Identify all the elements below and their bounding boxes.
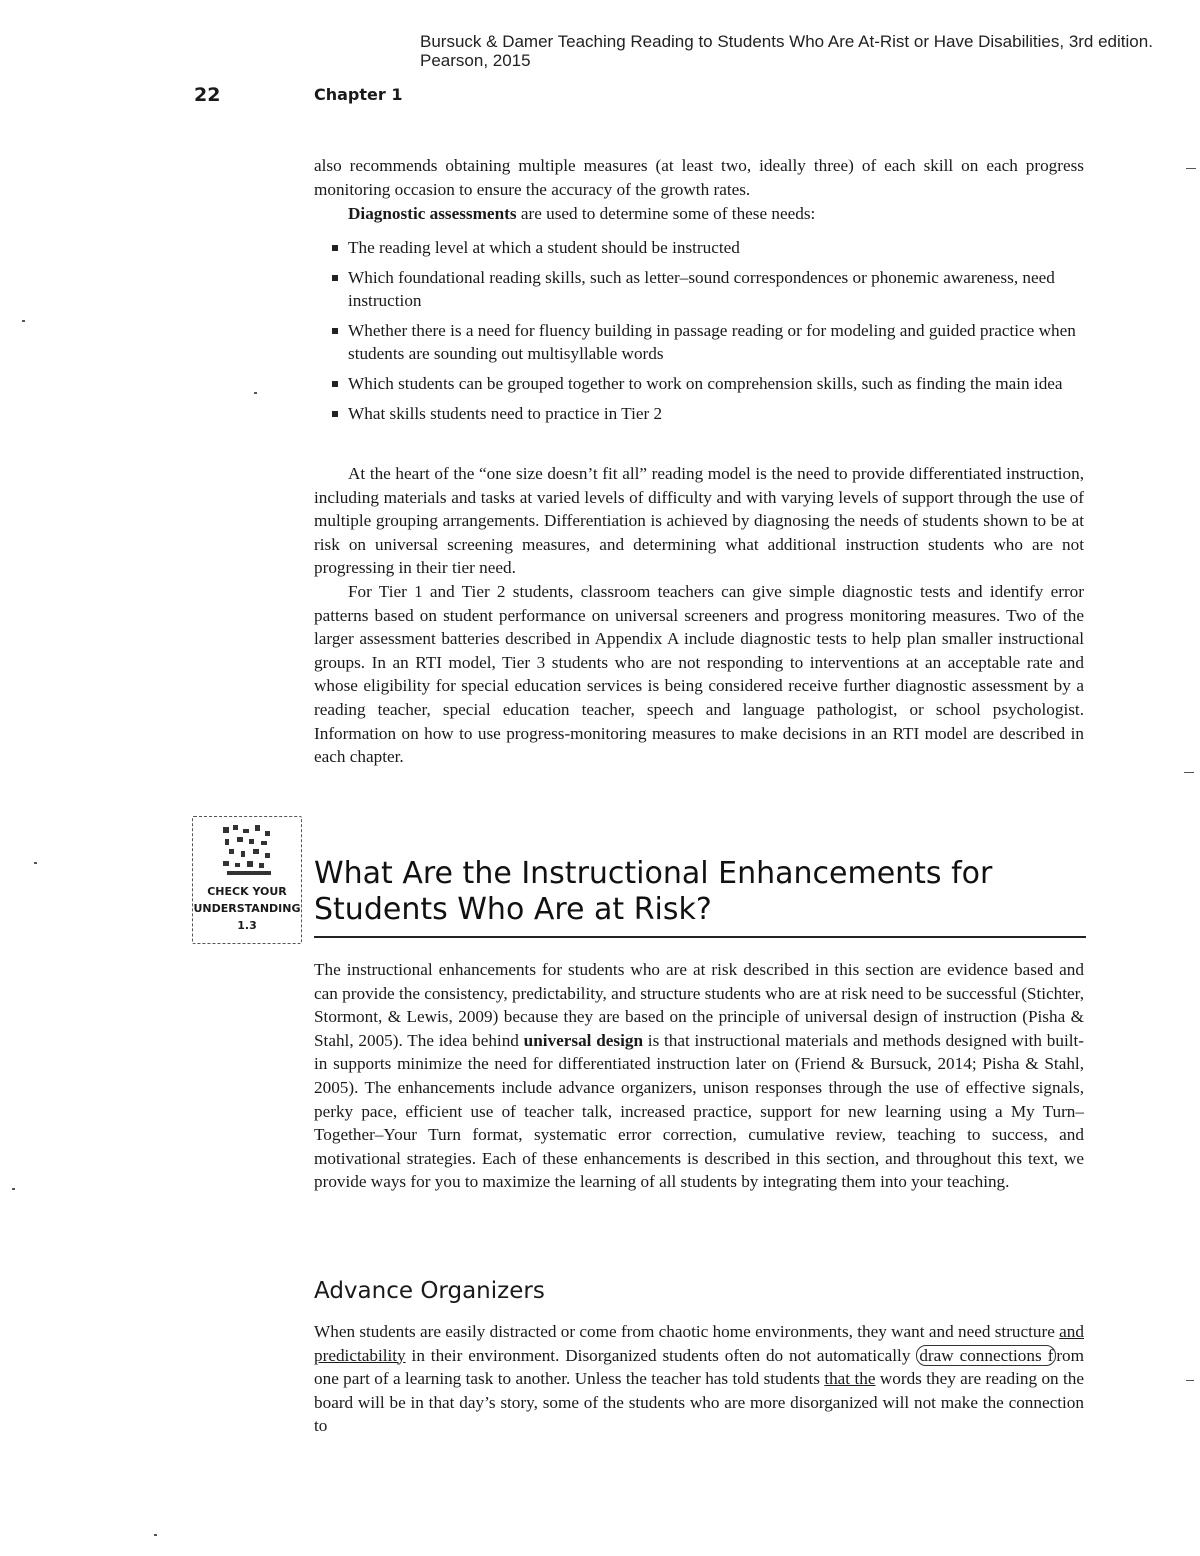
list-item: Which students can be grouped together to work on comprehension skills, such as finding the main idea: [314, 372, 1084, 396]
underlined-phrase: and predictability: [314, 1322, 1084, 1365]
paragraph-progress-monitoring: also recommends obtaining multiple measures (at least two, ideally three) of each skill on each progress monitoring occasion to ensure the accuracy of the growth rates.: [314, 156, 1084, 199]
citation-note: Bursuck & Damer Teaching Reading to Students Who Are At-Rist or Have Disabilities, 3rd edition. Pearson, 2015: [420, 32, 1153, 70]
bullet-icon: [332, 411, 338, 417]
scan-speck: [154, 1534, 157, 1536]
check-understanding-badge[interactable]: [192, 816, 302, 944]
bullet-icon: [332, 275, 338, 281]
scan-speck: [12, 1188, 15, 1190]
bullet-icon: [332, 245, 338, 251]
scan-speck: [1186, 1380, 1194, 1381]
paragraph-tier-assessment: For Tier 1 and Tier 2 students, classroom teachers can give simple diagnostic tests and identify error patterns based on student performance on universal screeners and progress monitoring measures. Two of the larger assessment batteries described in Appendix A include diagnostic tests to help plan smaller instructional groups. In an RTI model, Tier 3 students who are not responding to interventions at an acceptable rate and whose eligibility for special education services is being considered receive further diagnostic assessment by a reading teacher, special education teacher, speech and language pathologist, or school psychologist. Information on how to use progress-monitoring measures to make decisions in an RTI model are described in each chapter.: [314, 582, 1084, 767]
diagnostic-intro-text: are used to determine some of these needs:: [516, 204, 816, 223]
list-item: What skills students need to practice in Tier 2: [314, 402, 1084, 426]
scan-speck: [34, 862, 37, 864]
chapter-label: Chapter 1: [314, 85, 403, 104]
list-item: Whether there is a need for fluency building in passage reading or for modeling and guided practice when students are sounding out multisyllable words: [314, 319, 1084, 366]
scan-speck: [1186, 168, 1196, 169]
paragraph-differentiation: At the heart of the “one size doesn’t fit all” reading model is the need to provide differentiated instruction, including materials and tasks at varied levels of difficulty and with varying levels of support through the use of multiple grouping arrangements. Differentiation is achieved by diagnosing the needs of students shown to be at risk on universal screening measures, and determining what additional instruction students who are not progressing in their tier need.: [314, 464, 1084, 578]
paragraph-advance-organizers: When students are easily distracted or come from chaotic home environments, they want and need structure and predictability in their environment. Disorganized students often do not automatically draw connections f rom one part of a learning task to another. Unless the teacher has told students that the words they are reading on the board will be in that day’s story, some of the students who are more disorganized will not make the connection to: [314, 1322, 1084, 1436]
scan-speck: [22, 320, 25, 322]
list-item: The reading level at which a student should be instructed: [314, 236, 1084, 260]
circled-phrase: draw connections f: [916, 1345, 1056, 1366]
diagnostic-needs-list: [314, 236, 1084, 431]
bullet-icon: [332, 381, 338, 387]
term-diagnostic-assessments: Diagnostic assessments: [348, 204, 517, 223]
scan-speck: [254, 392, 257, 394]
section-heading: What Are the Instructional Enhancements for Students Who Are at Risk?: [314, 856, 993, 927]
bullet-icon: [332, 328, 338, 334]
heading-rule: [314, 936, 1086, 938]
list-item: Which foundational reading skills, such as letter–sound correspondences or phonemic awareness, need instruction: [314, 266, 1084, 313]
underlined-phrase-2: that the: [824, 1369, 876, 1389]
scan-speck: [1184, 772, 1194, 773]
page-number: 22: [194, 84, 221, 106]
paragraph-diagnostic-intro: [314, 202, 1084, 226]
badge-label: CHECK YOUR UNDERSTANDING 1.3: [193, 885, 301, 932]
term-universal-design: universal design: [523, 1030, 644, 1050]
subsection-heading: Advance Organizers: [314, 1278, 545, 1304]
qr-code-icon: [221, 823, 273, 879]
paragraph-enhancements: The instructional enhancements for students who are at risk described in this section are evidence based and can provide the consistency, predictability, and structure students who are at risk need to be successful (Stichter, Stormont, & Lewis, 2009) because they are based on the principle of universal design of instruction (Pisha & Stahl, 2005). The idea behind universal design is that instructional materials and methods designed with built-in supports minimize the need for differentiated instruction later on (Friend & Bursuck, 2014; Pisha & Stahl, 2005). The enhancements include advance organizers, unison responses through the use of effective signals, perky pace, efficient use of teacher talk, increased practice, support for new learning using a My Turn–Together–Your Turn format, systematic error correction, cumulative review, teaching to success, and motivational strategies. Each of these enhancements is described in this section, and throughout this text, we provide ways for you to maximize the learning of all students by integrating them into your teaching.: [314, 960, 1084, 1192]
